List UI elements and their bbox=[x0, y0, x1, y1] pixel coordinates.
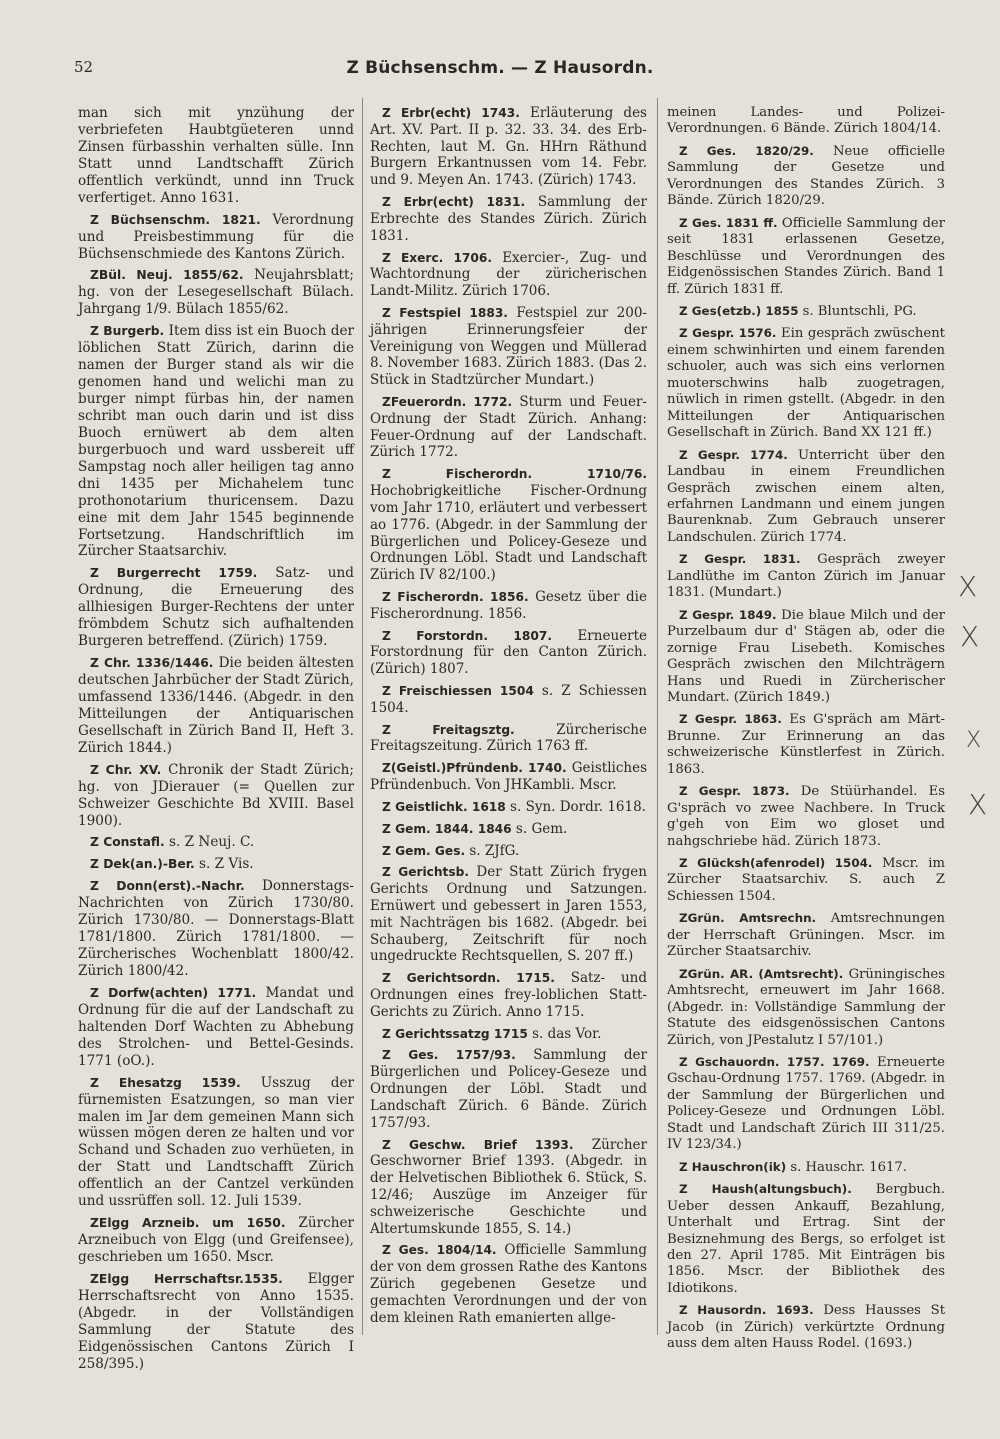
entry-siglum: Z Dek(an.)-Ber. bbox=[90, 857, 195, 872]
dictionary-entry bbox=[78, 878, 354, 980]
entry-siglum: Z Ges. 1757/93. bbox=[382, 1048, 516, 1063]
entry-siglum: Z(Geistl.)Pfründenb. 1740. bbox=[382, 761, 567, 776]
entry-siglum: Z Donn(erst).-Nachr. bbox=[90, 879, 245, 894]
entry-siglum: Z Gespr. 1873. bbox=[679, 784, 790, 799]
dictionary-entry bbox=[78, 1271, 354, 1373]
dictionary-entry bbox=[667, 551, 945, 601]
dictionary-entry bbox=[370, 1137, 647, 1238]
entry-text: Sammlung der Bürgerlichen und Policey-Geseze und Ordnungen der Löbl. Stadt und Landschaft Zürich. 6 Bände. Zürich 1757/93. bbox=[370, 1047, 647, 1131]
entry-text: Sturm und Feuer-Ordnung der Stadt Zürich. Anhang: Feuer-Ordnung auf der Landschaft. Zürich 1772. bbox=[370, 394, 647, 461]
column-rule bbox=[362, 98, 363, 1335]
dictionary-entry bbox=[370, 1047, 647, 1131]
dictionary-entry bbox=[370, 722, 647, 756]
entry-text: meinen Landes- und Polizei-Verordnungen. 6 Bände. Zürich 1804/14. bbox=[667, 105, 945, 137]
entry-text: Amtsrechnungen der Herrschaft Grüningen. Mscr. im Zürcher Staatsarchiv. bbox=[667, 911, 945, 960]
handwritten-cross-mark: X bbox=[960, 620, 980, 653]
entry-text: Es G'spräch am Märt-Brunne. Zur Erinnerung an das schweizerische Künstlerfest in Zürich. 1863. bbox=[667, 712, 945, 777]
entry-text: Mandat und Ordnung für die auf der Landschaft zu haltenden Dorf Wachten zu Abhebung des Strolchen- und Bettel-Gesinds. 1771 (oO.). bbox=[78, 984, 355, 1069]
dictionary-entry bbox=[667, 105, 945, 138]
entry-siglum: Z Haush(altungsbuch). bbox=[679, 1182, 852, 1197]
entry-text: s. Syn. Dordr. 1618. bbox=[505, 798, 646, 815]
handwritten-cross-mark: X bbox=[968, 788, 988, 821]
entry-text: Officielle Sammlung der seit 1831 erlassenen Gesetze, Beschlüsse und Verordnungen des Eidgenössischen Standes Zürich. Band 1 ff. Zürich 1831 ff. bbox=[667, 215, 945, 297]
entry-text: Festspiel zur 200-jährigen Erinnerungsfeier der Vereinigung von Weggen und Müllerad 8. November 1683. Zürich 1883. (Das 2. Stück in Stadtzürcher Mundart.) bbox=[370, 304, 647, 389]
dictionary-entry bbox=[78, 105, 354, 207]
entry-siglum: Z Burgerb. bbox=[90, 324, 165, 339]
entry-siglum: ZElgg Herrschaftsr.1535. bbox=[90, 1271, 283, 1286]
entry-text: Neue officielle Sammlung der Gesetze und Verordnungen des Standes Zürich. 3 Bände. Zürich 1820/29. bbox=[667, 143, 945, 209]
page-number: 52 bbox=[74, 58, 94, 76]
dictionary-entry bbox=[667, 1159, 945, 1176]
dictionary-entry bbox=[370, 970, 647, 1020]
dictionary-entry bbox=[370, 760, 647, 794]
dictionary-entry bbox=[667, 910, 945, 960]
entry-text: s. Gem. bbox=[511, 820, 568, 837]
dictionary-entry bbox=[667, 1181, 945, 1297]
entry-text: Erläuterung des Art. XV. Part. II p. 32. 33. 34. des Erb-Rechten, laut M. Gn. HHrn Räthund Burgern Erkantnussen vom 14. Febr. und 9. Meyen An. 1743. (Zürich) 1743. bbox=[370, 105, 647, 189]
entry-siglum: Z Freischiessen 1504 bbox=[382, 684, 534, 698]
dictionary-entry bbox=[667, 1302, 945, 1352]
entry-text: Grüningisches Amhtsrecht, erneuwert im Jahr 1668. (Abgedr. in: Vollständige Sammlung der Statute des eidsgenössischen Cantons Zürich, von JPestalutz I 57/101.) bbox=[667, 966, 946, 1048]
entry-text: man sich mit ynzühung der verbriefeten Haubtgüeteren unnd Zinsen fürbasshin verhalten sülle. Inn Statt unnd Landtschafft Zürich offentlich verkündt, unnd inn Truck verfertiget. Anno 1631. bbox=[78, 105, 354, 206]
entry-siglum: Z Gschauordn. 1757. 1769. bbox=[679, 1055, 870, 1070]
entry-siglum: Z Festspiel 1883. bbox=[382, 305, 508, 320]
entry-text: Zürcher Geschworner Brief 1393. (Abgedr. in der Helvetischen Bibliothek 6. Stück, S. 12/46; Auszüge im Anzeiger für schweizerische Geschichte und Altertumskunde 1855, S. 14.) bbox=[370, 1136, 647, 1237]
dictionary-entry bbox=[78, 1215, 354, 1266]
entry-siglum: Z Fischerordn. 1856. bbox=[382, 589, 529, 604]
entry-siglum: Z Hauschron(ik) bbox=[679, 1159, 787, 1174]
entry-text: Die beiden ältesten deutschen Jahrbücher der Stadt Zürich, umfassend 1336/1446. (Abgedr. in den Mitteilungen der Antiquarischen Gesellschaft in Zürich Band II, Heft 3. Zürich 1844.) bbox=[78, 655, 354, 756]
entry-text: Neujahrsblatt; hg. von der Lesegesellschaft Bülach. Jahrgang 1/9. Bülach 1855/62. bbox=[78, 267, 354, 318]
entry-text: Exercier-, Zug- und Wachtordnung der züricherischen Landt-Militz. Zürich 1706. bbox=[370, 249, 647, 300]
entry-siglum: Z Büchsenschm. 1821. bbox=[90, 212, 261, 227]
entry-siglum: Z Ges. 1831 ff. bbox=[679, 215, 778, 230]
entry-siglum: Z Geistlichk. 1618 bbox=[382, 799, 506, 814]
entry-text: Der Statt Zürich frygen Gerichts Ordnung und Satzungen. Ernüwert und gebessert in Jaren 1553, mit Nachträgen bis 1682. (Abgedr. bei Schauberg, Zeitschrift für noch ungedruckte Rechtsquellen, S. 207 ff.) bbox=[370, 864, 647, 965]
entry-text: s. Bluntschli, PG. bbox=[798, 303, 917, 319]
dictionary-entry bbox=[370, 864, 647, 965]
dictionary-entry bbox=[78, 267, 354, 318]
entry-text: Erneuerte Gschau-Ordnung 1757. 1769. (Abgedr. in der Sammlung der Bürgerlichen und Policey-Geseze und Ordnungen Löbl. Stadt und Landschaft Zürich III 311/25. IV 123/34.) bbox=[667, 1055, 945, 1153]
entry-text: s. Z Vis. bbox=[194, 856, 254, 873]
entry-text: Ein gespräch zwüschent einem schwinhirten und einem farenden schuoler, auch was sich eins verlornen muoterschwins halb zuogetragen, nüwlich in rimen gstellt. (Abgedr. in den Mitteilungen der Antiquarischen Gesellschaft in Zürich. Band XX 121 ff.) bbox=[667, 326, 945, 441]
dictionary-entry bbox=[667, 1054, 945, 1154]
entry-text: Zürcher Arzneibuch von Elgg (und Greifensee), geschrieben um 1650. Mscr. bbox=[78, 1215, 355, 1265]
entry-text: Satz- und Ordnungen eines frey-loblichen Statt-Gerichts zu Zürich. Anno 1715. bbox=[370, 970, 647, 1020]
entry-siglum: Z Gespr. 1849. bbox=[679, 607, 777, 622]
entry-siglum: ZGrün. AR. (Amtsrecht). bbox=[679, 966, 844, 981]
entry-siglum: Z Forstordn. 1807. bbox=[382, 628, 552, 643]
dictionary-entry bbox=[667, 855, 945, 905]
column-1 bbox=[78, 105, 354, 1378]
dictionary-entry bbox=[78, 856, 354, 873]
entry-siglum: Z Erbr(echt) 1831. bbox=[382, 195, 526, 210]
entry-text: Sammlung der Erbrechte des Standes Zürich. Zürich 1831. bbox=[370, 194, 647, 244]
dictionary-entry bbox=[78, 834, 354, 851]
dictionary-entry bbox=[370, 843, 647, 860]
entry-siglum: Z Glücksh(afenrodel) 1504. bbox=[679, 856, 873, 871]
dictionary-entry bbox=[667, 143, 945, 210]
entry-text: De Stüürhandel. Es G'spräch vo zwee Nachbere. In Truck g'geh von Eim wo gloset und nahgschriebe häd. Zürich 1873. bbox=[667, 784, 945, 849]
dictionary-entry bbox=[78, 565, 354, 650]
dictionary-entry bbox=[78, 212, 354, 263]
dictionary-entry bbox=[667, 325, 945, 441]
column-3 bbox=[667, 105, 945, 1358]
entry-siglum: Z Exerc. 1706. bbox=[382, 250, 492, 265]
entry-siglum: Z Gem. 1844. 1846 bbox=[382, 821, 512, 836]
entry-siglum: Z Constafl. bbox=[90, 835, 165, 850]
dictionary-entry bbox=[78, 323, 354, 560]
handwritten-cross-mark: X bbox=[958, 570, 978, 603]
dictionary-entry bbox=[370, 394, 647, 461]
dictionary-entry bbox=[370, 250, 647, 300]
entry-text: Gesetz über die Fischerordnung. 1856. bbox=[370, 588, 647, 622]
dictionary-entry bbox=[667, 966, 945, 1049]
dictionary-entry bbox=[370, 821, 647, 838]
entry-siglum: Z Hausordn. 1693. bbox=[679, 1303, 814, 1318]
entry-siglum: Z Geschw. Brief 1393. bbox=[382, 1137, 574, 1152]
dictionary-entry bbox=[78, 985, 354, 1070]
margin-annotations bbox=[940, 560, 1000, 860]
entry-text: Dess Hausses St Jacob (in Zürich) verkürtzte Ordnung auss dem alten Hauss Rodel. (1693.) bbox=[667, 1303, 945, 1352]
entry-text: s. das Vor. bbox=[527, 1025, 602, 1042]
column-rule bbox=[657, 98, 658, 1335]
dictionary-entry bbox=[370, 589, 647, 623]
entry-siglum: Z Chr. XV. bbox=[90, 762, 162, 777]
entry-siglum: ZBül. Neuj. 1855/62. bbox=[90, 268, 244, 283]
dictionary-entry bbox=[370, 305, 647, 389]
entry-siglum: Z Freitagsztg. bbox=[382, 722, 515, 737]
entry-text: Gespräch zweyer Landlüthe im Canton Zürich im Januar 1831. (Mundart.) bbox=[667, 552, 945, 601]
entry-text: Erneuerte Forstordnung für den Canton Zürich. (Zürich) 1807. bbox=[370, 627, 647, 678]
running-head: Z Büchsenschm. — Z Hausordn. bbox=[346, 58, 654, 78]
dictionary-entry bbox=[370, 1242, 647, 1326]
dictionary-entry bbox=[667, 215, 945, 298]
entry-siglum: ZElgg Arzneib. um 1650. bbox=[90, 1216, 286, 1231]
entry-text: Chronik der Stadt Zürich; hg. von JDierauer (= Quellen zur Schweizer Geschichte Bd XVIII. Basel 1900). bbox=[78, 761, 355, 829]
entry-siglum: Z Gerichtssatzg 1715 bbox=[382, 1026, 528, 1041]
entry-siglum: Z Ehesatzg 1539. bbox=[90, 1075, 241, 1090]
dictionary-entry bbox=[370, 1026, 647, 1043]
entry-text: Unterricht über den Landbau in einem Freundlichen Gespräch zwischen einem alten, erfahrnen Landmann und einem jungen Baurenknab. Zum Gebrauch unserer Landschulen. Zürich 1774. bbox=[667, 447, 945, 545]
entry-text: Item diss ist ein Buoch der löblichen Statt Zürich, darinn die namen der Burger stand als wir die genomen hand und welichi man zu burger nimpt fürbas hin, der namen schribt man ouch darin und ist diss Buoch ernüwert ab dem alten burgerbuoch und ward ussbereit uff Sampstag noch aller heiligen tag anno dni 1435 per Michahelem tunc prothonotarium thuricensem. Dazu eine mit dem Jahr 1545 beginnende Fortsetzung. Handschriftlich im Zürcher Staatsarchiv. bbox=[78, 323, 355, 560]
entry-text: Elgger Herrschaftsrecht von Anno 1535. (Abgedr. in der Vollständigen Sammlung der Statute des Eidgenössischen Cantons Zürich I 258/395.) bbox=[78, 1270, 354, 1372]
entry-text: Donnerstags-Nachrichten von Zürich 1730/80. Zürich 1730/80. — Donnerstags-Blatt 1781/1800. Zürich 1781/1800. — Zürcherisches Wochenblatt 1800/42. Zürich 1800/42. bbox=[78, 878, 354, 979]
entry-text: s. Z Neuj. C. bbox=[164, 834, 255, 851]
entry-siglum: Z Burgerrecht 1759. bbox=[90, 566, 258, 581]
entry-siglum: Z Gem. Ges. bbox=[382, 843, 466, 858]
entry-siglum: Z Gerichtsb. bbox=[382, 865, 469, 880]
entry-siglum: Z Chr. 1336/1446. bbox=[90, 656, 214, 671]
entry-siglum: Z Ges. 1804/14. bbox=[382, 1243, 497, 1258]
entry-siglum: ZFeuerordn. 1772. bbox=[382, 395, 513, 409]
entry-text: Satz- und Ordnung, die Erneuerung des allhiesigen Burger-Rechtens der unter frömbdem Schutz sich aufhaltenden Burgeren betreffend. (Zürich) 1759. bbox=[78, 565, 354, 650]
dictionary-entry bbox=[667, 711, 945, 778]
column-2 bbox=[370, 105, 647, 1331]
entry-text: Zürcherische Freitagszeitung. Zürich 1763 ff. bbox=[370, 721, 647, 755]
entry-text: s. Hauschr. 1617. bbox=[786, 1159, 907, 1175]
entry-text: Bergbuch. Ueber dessen Ankauff, Bezahlung, Unterhalt und Ertrag. Sint der Besiznehmung des Bergs, so erfolget ist den 27. April 1785. Mit Einträgen bis 1856. Mscr. der Bibliothek des Idiotikons. bbox=[667, 1182, 945, 1296]
entry-siglum: Z Ges(etzb.) 1855 bbox=[679, 303, 799, 318]
entry-text: s. ZJfG. bbox=[465, 842, 520, 859]
entry-siglum: Z Dorfw(achten) 1771. bbox=[90, 985, 257, 1000]
entry-text: Hochobrigkeitliche Fischer-Ordnung vom Jahr 1710, erläutert und verbessert ao 1776. (Abgedr. in der Sammlung der Bürgerlichen und Policey-Geseze und Ordnungen Löbl. Stadt und Landschaft Zürich IV 82/100.) bbox=[370, 483, 647, 584]
dictionary-entry bbox=[667, 447, 945, 547]
entry-text: Verordnung und Preisbestimmung für die Büchsenschmiede des Kantons Zürich. bbox=[78, 211, 354, 262]
entry-siglum: Z Gespr. 1863. bbox=[679, 712, 782, 727]
dictionary-entry bbox=[667, 783, 945, 850]
entry-siglum: Z Gerichtsordn. 1715. bbox=[382, 971, 555, 986]
dictionary-entry bbox=[370, 466, 647, 584]
entry-text: Usszug der fürnemisten Esatzungen, so man vier malen im Jar dem gemeinen Mann sich wüssen mögen deren ze halten und vor Schand und Schaden zuo verhüeten, in der Statt und Landtschafft Zürich offentlich an der Cantzel verkünden und ussrüffen soll. 12. Juli 1539. bbox=[78, 1074, 354, 1210]
dictionary-entry bbox=[667, 607, 945, 707]
entry-siglum: ZGrün. Amtsrechn. bbox=[679, 911, 817, 926]
entry-text: Die blaue Milch und der Purzelbaum dur d' Stägen ab, oder die zornige Frau Lisebeth. Komisches Gespräch zwischen den Milchträgern Hans und Ruedi in Zürcherischer Mundart. (Zürich 1849.) bbox=[667, 607, 945, 705]
dictionary-entry bbox=[370, 194, 647, 244]
entry-siglum: Z Gespr. 1576. bbox=[679, 326, 777, 341]
dictionary-entry bbox=[667, 303, 945, 320]
dictionary-entry bbox=[370, 683, 647, 717]
dictionary-entry bbox=[78, 655, 354, 757]
dictionary-entry bbox=[78, 762, 354, 830]
entry-text: s. Z Schiessen 1504. bbox=[370, 683, 647, 716]
entry-siglum: Z Gespr. 1774. bbox=[679, 447, 788, 462]
dictionary-entry bbox=[370, 628, 647, 678]
dictionary-entry bbox=[370, 799, 647, 816]
entry-text: Mscr. im Zürcher Staatsarchiv. S. auch Z Schiessen 1504. bbox=[667, 856, 945, 904]
dictionary-entry bbox=[370, 105, 647, 189]
entry-siglum: Z Ges. 1820/29. bbox=[679, 143, 814, 158]
entry-siglum: Z Erbr(echt) 1743. bbox=[382, 106, 520, 120]
handwritten-cross-mark: X bbox=[966, 728, 982, 753]
entry-text: Officielle Sammlung der von dem grossen Rathe des Kantons Zürich gegebenen Gesetze und gemachten Verordnungen und der von dem kleinen Rath emanierten allge- bbox=[370, 1242, 647, 1326]
entry-text: Geistliches Pfründenbuch. Von JHKambli. Mscr. bbox=[370, 760, 647, 794]
entry-siglum: Z Gespr. 1831. bbox=[679, 552, 801, 567]
dictionary-entry bbox=[78, 1075, 354, 1211]
entry-siglum: Z Fischerordn. 1710/76. bbox=[382, 467, 647, 482]
